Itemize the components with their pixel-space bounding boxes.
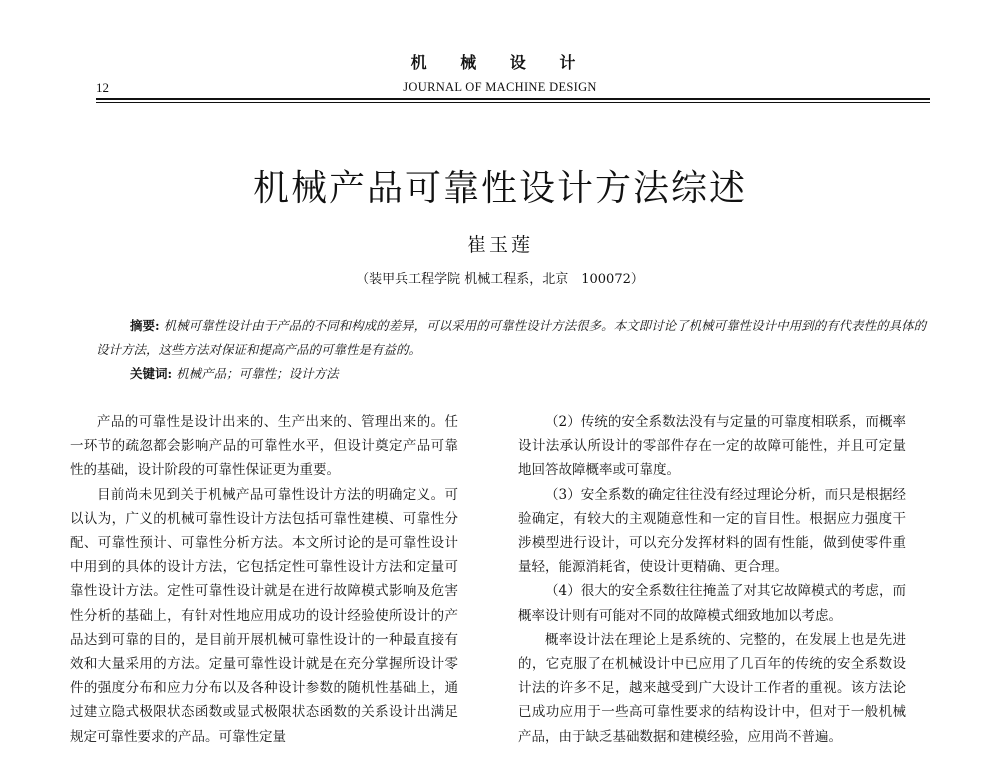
header-rule-thick: [96, 98, 930, 100]
body-paragraph: 产品的可靠性是设计出来的、生产出来的、管理出来的。任一环节的疏忽都会影响产品的可靠性水平，但设计奠定产品可靠性的基础，设计阶段的可靠性保证更为重要。: [70, 414, 458, 479]
left-column: [70, 410, 458, 749]
journal-name-cn: 机 械 设 计: [410, 53, 590, 72]
body-paragraph: （3）安全系数的确定往往没有经过理论分析，而只是根据经验确定，有较大的主观随意性和一定的盲目性。根据应力强度干涉模型进行设计，可以充分发挥材料的固有性能，做到使零件重量轻，能源消耗省，使设计更精确、更合理。: [518, 486, 906, 576]
abstract-label: 摘要:: [130, 318, 160, 333]
author-affiliation: （装甲兵工程学院 机械工程系，北京 100072）: [356, 272, 644, 287]
abstract: [96, 314, 930, 362]
journal-name-en: JOURNAL OF MACHINE DESIGN: [403, 80, 597, 94]
body-paragraph: 概率设计法在理论上是系统的、完整的，在发展上也是先进的，它克服了在机械设计中已应用了几百年的传统的安全系数设计法的许多不足，越来越受到广大设计工作者的重视。该方法论已成功应用于一些高可靠性要求的结构设计中，但对于一般机械产品，由于缺乏基础数据和建模经验，应用尚不普遍。: [518, 631, 906, 745]
keywords-text: 机械产品；可靠性；设计方法: [176, 366, 339, 381]
body-paragraph: 目前尚未见到关于机械产品可靠性设计方法的明确定义。可以认为，广义的机械可靠性设计方法包括可靠性建模、可靠性分配、可靠性预计、可靠性分析方法。本文所讨论的是可靠性设计中用到的具体的设计方法，它包括定性可靠性设计方法和定量可靠性设计方法。定性可靠性设计就是在进行故障模式影响及危害性分析的基础上，有针对性地应用成功的设计经验使所设计的产品达到可靠的目的，是目前开展机械可靠性设计的一种最直接有效和大量采用的方法。定量可靠性设计就是在充分掌握所设计零件的强度分布和应力分布以及各种设计参数的随机性基础上，通过建立隐式极限状态函数或显式极限状态函数的关系设计出满足规定可靠性要求的产品。可靠性定量: [70, 486, 458, 745]
body-paragraph: （4）很大的安全系数往往掩盖了对其它故障模式的考虑，而概率设计则有可能对不同的故障模式细致地加以考虑。: [518, 583, 906, 624]
body-paragraph: （2）传统的安全系数法没有与定量的可靠度相联系，而概率设计法承认所设计的零部件存在一定的故障可能性，并且可定量地回答故障概率或可靠度。: [518, 414, 906, 479]
article-title: 机械产品可靠性设计方法综述: [252, 168, 747, 209]
page-number: 12: [96, 80, 109, 95]
article-author: 崔玉莲: [466, 234, 533, 256]
abstract-text: 机械可靠性设计由于产品的不同和构成的差异，可以采用的可靠性设计方法很多。本文即讨论了机械可靠性设计中用到的有代表性的具体的设计方法，这些方法对保证和提高产品的可靠性是有益的。: [96, 318, 927, 357]
header-rule-thin: [96, 102, 930, 103]
keywords-label: 关键词:: [130, 366, 173, 381]
keywords: [130, 364, 339, 382]
right-column: [518, 410, 906, 749]
